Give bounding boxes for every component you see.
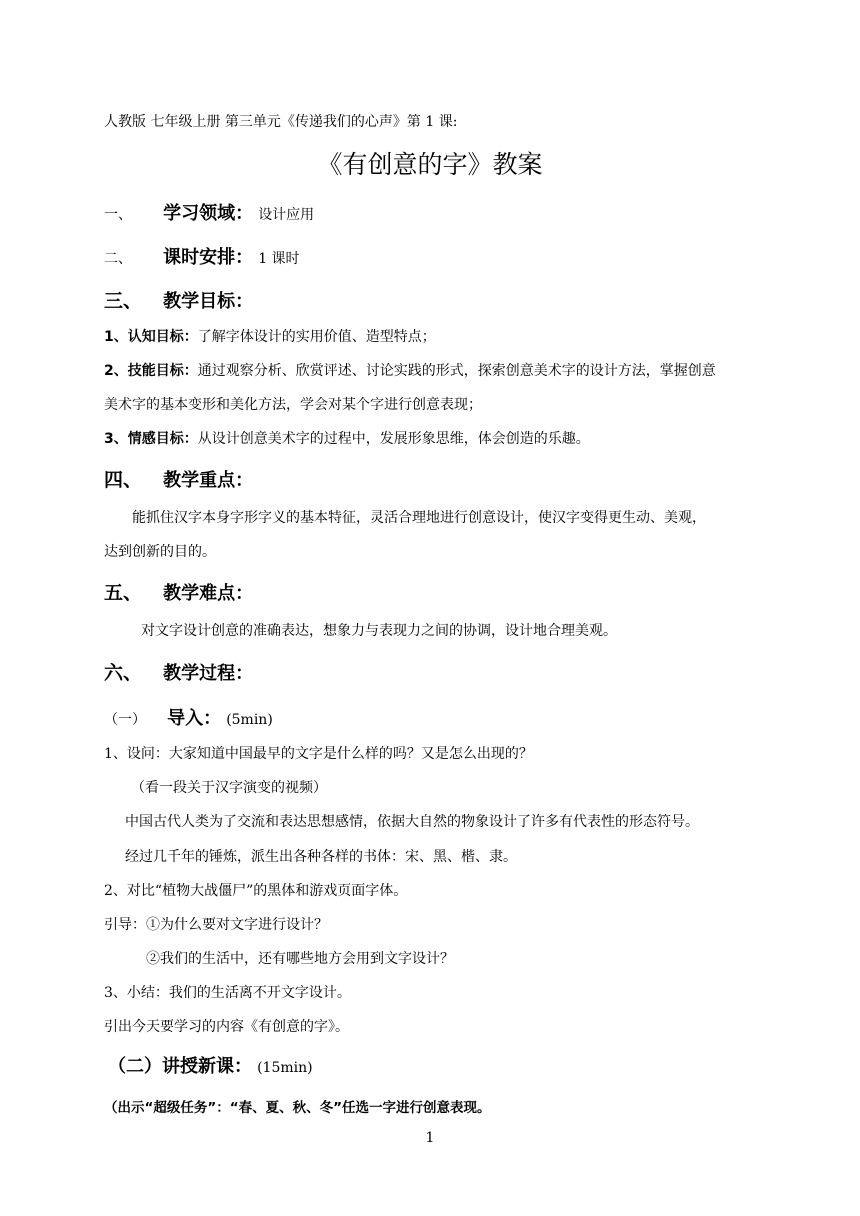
section-learning-domain <box>104 199 314 225</box>
section-number: 三、 <box>104 290 143 312</box>
process-line: 引出今天要学习的内容《有创意的字》。 <box>104 1019 349 1035</box>
section-number: 四、 <box>104 469 143 491</box>
super-task-line: （出示“超级任务”：“春、夏、秋、冬”任选一字进行创意表现。 <box>104 1100 491 1116</box>
process-line: 3、小结：我们的生活离不开文字设计。 <box>104 985 351 1001</box>
process-part1-heading <box>104 704 273 730</box>
page-title: 《有创意的字》教案 <box>317 150 543 179</box>
part-time: (5min) <box>226 712 273 728</box>
process-line: 2、对比“植物大战僵尸”的黑体和游戏页面字体。 <box>104 883 408 899</box>
key-points-line1: 能抓住汉字本身字形字义的基本特征，灵活合理地进行创意设计，使汉字变得更生动、美观， <box>132 510 706 526</box>
objective-label: 2、技能目标： <box>104 363 198 379</box>
section-number: 一、 <box>104 207 132 223</box>
section-label: 教学过程： <box>163 663 254 684</box>
section-label: 学习领域： <box>163 203 254 224</box>
objective-skill-continued: 美术字的基本变形和美化方法，学会对某个字进行创意表现； <box>104 397 482 413</box>
section-class-hours <box>104 243 300 269</box>
section-teaching-process <box>104 658 253 685</box>
header-line: 人教版 七年级上册 第三单元《传递我们的心声》第 1 课: <box>104 114 458 130</box>
section-label: 教学难点： <box>163 583 254 604</box>
objective-label: 3、情感目标： <box>104 431 198 447</box>
process-line: 经过几千年的锤炼，派生出各种各样的书体：宋、黑、楷、隶。 <box>125 849 517 865</box>
part-number: （一） <box>104 712 146 728</box>
objective-text: 了解字体设计的实用价值、造型特点； <box>197 329 436 345</box>
process-line: 1、设问：大家知道中国最早的文字是什么样的吗？又是怎么出现的？ <box>104 746 533 762</box>
objective-emotional <box>104 428 590 448</box>
part-label: 导入： <box>167 708 222 729</box>
objective-skill <box>104 360 716 380</box>
section-value: 1 课时 <box>258 251 300 267</box>
section-difficulties <box>104 578 253 605</box>
objective-text: 从设计创意美术字的过程中，发展形象思维，体会创造的乐趣。 <box>197 431 590 447</box>
section-key-points <box>104 465 253 492</box>
section-number: 二、 <box>104 251 132 267</box>
process-line: ②我们的生活中，还有哪些地方会用到文字设计？ <box>146 951 454 967</box>
process-line: 引导：①为什么要对文字进行设计？ <box>104 917 328 933</box>
page-number: 1 <box>425 1130 435 1146</box>
process-line: （看一段关于汉字演变的视频） <box>131 780 327 796</box>
section-label: 教学目标： <box>163 291 254 312</box>
objective-text: 通过观察分析、欣赏评述、讨论实践的形式，探索创意美术字的设计方法，掌握创意 <box>197 363 716 379</box>
objective-label: 1、认知目标： <box>104 329 198 345</box>
key-points-line2: 达到创新的目的。 <box>104 544 216 560</box>
section-value: 设计应用 <box>258 207 315 223</box>
section-label: 教学重点： <box>163 470 254 491</box>
section-number: 五、 <box>104 582 143 604</box>
part-label: （二）讲授新课： <box>108 1056 252 1077</box>
process-line: 中国古代人类为了交流和表达思想感情，依据大自然的物象设计了许多有代表性的形态符号。 <box>125 814 699 830</box>
section-number: 六、 <box>104 662 143 684</box>
part-time: (15min) <box>257 1060 313 1076</box>
process-part2-heading <box>108 1052 313 1078</box>
section-teaching-goals <box>104 286 253 313</box>
objective-cognitive <box>104 326 436 346</box>
section-label: 课时安排： <box>163 247 254 268</box>
difficulties-text: 对文字设计创意的准确表达，想象力与表现力之间的协调，设计地合理美观。 <box>141 623 617 639</box>
